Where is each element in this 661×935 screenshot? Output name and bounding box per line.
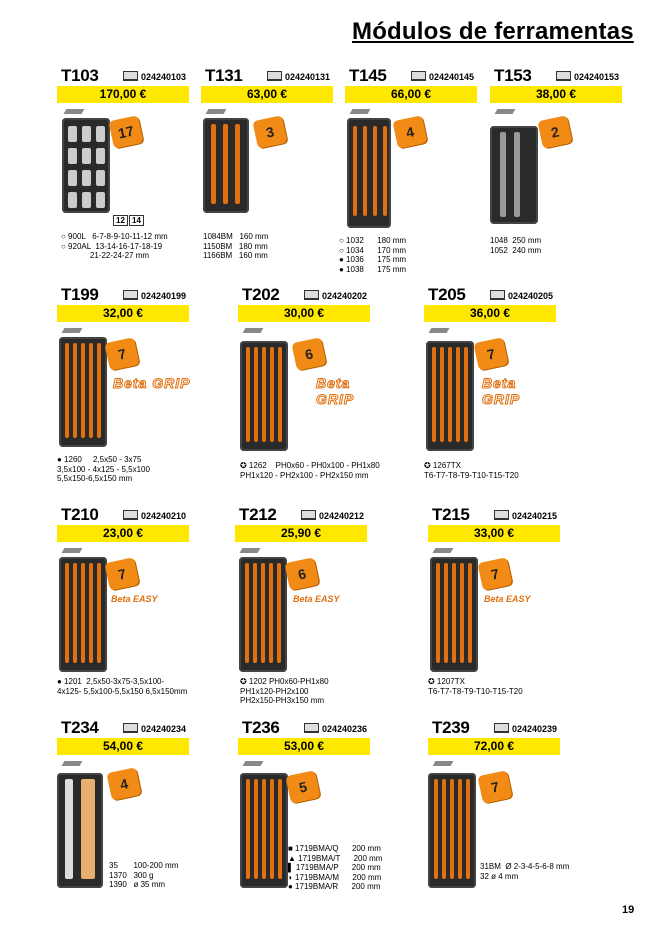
module-reference: 024240234: [123, 723, 186, 734]
price-label: 53,00 €: [238, 738, 370, 755]
page-number: 19: [622, 904, 635, 916]
module-card[interactable]: [238, 718, 383, 898]
tray-small-icon: [64, 109, 85, 114]
module-reference: 024240239: [494, 723, 557, 734]
module-code: T212: [239, 505, 277, 524]
module-card[interactable]: [490, 66, 624, 271]
module-reference: 024240199: [123, 290, 186, 301]
tray-image: [430, 557, 478, 672]
piece-count-badge: 7: [104, 337, 139, 371]
tray-image: [59, 337, 107, 447]
tray-small-icon: [62, 548, 83, 553]
module-description: ● 1260 2,5x50 - 3x75 3,5x100 - 4x125 - 5,5x100 5,5x150-6,5x150 mm: [57, 455, 150, 483]
piece-count-badge: 6: [284, 557, 319, 591]
price-label: 32,00 €: [57, 305, 189, 322]
tray-icon: [490, 290, 505, 300]
module-card[interactable]: [428, 505, 562, 710]
module-reference: 024240212: [301, 510, 364, 521]
module-description: 1048 250 mm 1052 240 mm: [490, 236, 542, 255]
price-label: 36,00 €: [424, 305, 556, 322]
module-code: T145: [349, 66, 387, 85]
tray-small-icon: [243, 328, 264, 333]
piece-count-badge: 2: [537, 115, 572, 149]
tray-icon: [304, 723, 319, 733]
module-description: ✪ 1262 PH0x60 - PH0x100 - PH1x80 PH1x120 - PH2x100 - PH2x150 mm: [240, 461, 380, 480]
size-badge: 14: [129, 215, 144, 226]
tray-small-icon: [62, 761, 83, 766]
module-code: T239: [432, 718, 470, 737]
price-label: 170,00 €: [57, 86, 189, 103]
tray-image: [347, 118, 391, 228]
tray-image: [426, 341, 474, 451]
tray-image: [203, 118, 249, 213]
module-card[interactable]: [424, 285, 558, 490]
piece-count-badge: 7: [477, 770, 512, 804]
module-description: ● 1201 2,5x50-3x75-3,5x100- 4x125- 5,5x100-5,5x150 6,5x150mm: [57, 677, 188, 696]
tray-small-icon: [495, 109, 516, 114]
module-description: ■ 1719BMA/Q 200 mm ▲ 1719BMA/T 200 mm ▌ 1719BMA/P 200 mm ◗ 1719BMA/M 200 mm ● 1719BMA/R 200 mm: [288, 844, 383, 891]
module-description: 31BM Ø 2-3-4-5-6-8 mm 32 ø 4 mm: [480, 862, 570, 881]
module-reference: 024240210: [123, 510, 186, 521]
brand-logo: Beta EASY: [111, 594, 158, 604]
tray-image: [490, 126, 538, 224]
piece-count-badge: 4: [106, 767, 141, 801]
brand-logo: Beta EASY: [484, 594, 531, 604]
module-card[interactable]: [339, 66, 479, 274]
module-card[interactable]: [428, 718, 570, 898]
piece-count-badge: 3: [252, 115, 287, 149]
module-reference: 024240236: [304, 723, 367, 734]
piece-count-badge: 6: [291, 337, 326, 371]
module-code: T153: [494, 66, 532, 85]
tray-icon: [123, 71, 138, 81]
price-label: 72,00 €: [428, 738, 560, 755]
module-code: T103: [61, 66, 99, 85]
module-card[interactable]: [201, 66, 335, 271]
price-label: 23,00 €: [57, 525, 189, 542]
brand-logo: Beta GRIP: [482, 375, 521, 407]
tray-small-icon: [206, 109, 227, 114]
tray-image: [240, 773, 288, 888]
price-label: 30,00 €: [238, 305, 370, 322]
module-reference: 024240215: [494, 510, 557, 521]
piece-count-badge: 7: [477, 557, 512, 591]
module-card[interactable]: [235, 505, 369, 710]
module-description: ✪ 1207TX T6-T7-T8-T9-T10-T15-T20: [428, 677, 523, 696]
price-label: 38,00 €: [490, 86, 622, 103]
module-description: ✪ 1202 PH0x60-PH1x80 PH1x120-PH2x100 PH2x150-PH3x150 mm: [240, 677, 329, 705]
tray-small-icon: [433, 548, 454, 553]
tray-icon: [556, 71, 571, 81]
tray-image: [428, 773, 476, 888]
tray-icon: [494, 723, 509, 733]
tray-small-icon: [350, 109, 371, 114]
tray-image: [57, 773, 103, 888]
tray-small-icon: [429, 328, 450, 333]
module-reference: 024240153: [556, 71, 619, 82]
tray-image: [240, 341, 288, 451]
piece-count-badge: 4: [392, 115, 427, 149]
size-badge: 12: [113, 215, 128, 226]
module-code: T199: [61, 285, 99, 304]
module-code: T202: [242, 285, 280, 304]
price-label: 25,90 €: [235, 525, 367, 542]
module-reference: 024240131: [267, 71, 330, 82]
tray-icon: [301, 510, 316, 520]
module-description: ○ 900L 6-7-8-9-10-11-12 mm ○ 920AL 13-14-16-17-18-19 21-22-24-27 mm: [61, 232, 168, 260]
module-code: T210: [61, 505, 99, 524]
tray-icon: [494, 510, 509, 520]
tray-image: [239, 557, 287, 672]
page-title: Módulos de ferramentas: [352, 18, 634, 45]
tray-icon: [123, 290, 138, 300]
tray-small-icon: [62, 328, 83, 333]
module-card[interactable]: [57, 285, 191, 490]
tray-small-icon: [433, 761, 454, 766]
module-description: ○ 1032 180 mm ○ 1034 170 mm ● 1036 175 mm ● 1038 175 mm: [339, 236, 407, 274]
module-card[interactable]: [238, 285, 380, 490]
tray-icon: [304, 290, 319, 300]
piece-count-badge: 7: [473, 337, 508, 371]
module-code: T234: [61, 718, 99, 737]
brand-logo: Beta EASY: [293, 594, 340, 604]
module-card[interactable]: [57, 66, 191, 271]
tray-small-icon: [240, 548, 261, 553]
piece-count-badge: 5: [285, 770, 320, 804]
tray-icon: [123, 723, 138, 733]
tray-image: [62, 118, 110, 213]
module-description: 1084BM 160 mm 1150BM 180 mm 1166BM 160 mm: [203, 232, 269, 260]
brand-logo: Beta GRIP: [113, 375, 191, 391]
price-label: 54,00 €: [57, 738, 189, 755]
piece-count-badge: 17: [108, 115, 143, 149]
tray-icon: [267, 71, 282, 81]
module-code: T205: [428, 285, 466, 304]
price-label: 66,00 €: [345, 86, 477, 103]
price-label: 63,00 €: [201, 86, 333, 103]
module-code: T236: [242, 718, 280, 737]
tray-small-icon: [243, 761, 264, 766]
module-description: ✪ 1267TX T6-T7-T8-T9-T10-T15-T20: [424, 461, 519, 480]
piece-count-badge: 7: [104, 557, 139, 591]
module-reference: 024240145: [411, 71, 474, 82]
module-code: T215: [432, 505, 470, 524]
module-description: 35 100-200 mm 1370 300 g 1390 ø 35 mm: [109, 861, 179, 889]
module-card[interactable]: [57, 718, 191, 898]
brand-logo: Beta GRIP: [316, 375, 355, 407]
module-reference: 024240202: [304, 290, 367, 301]
tray-icon: [411, 71, 426, 81]
tray-image: [59, 557, 107, 672]
module-card[interactable]: [57, 505, 191, 710]
tray-icon: [123, 510, 138, 520]
price-label: 33,00 €: [428, 525, 560, 542]
module-code: T131: [205, 66, 243, 85]
module-reference: 024240103: [123, 71, 186, 82]
module-reference: 024240205: [490, 290, 553, 301]
